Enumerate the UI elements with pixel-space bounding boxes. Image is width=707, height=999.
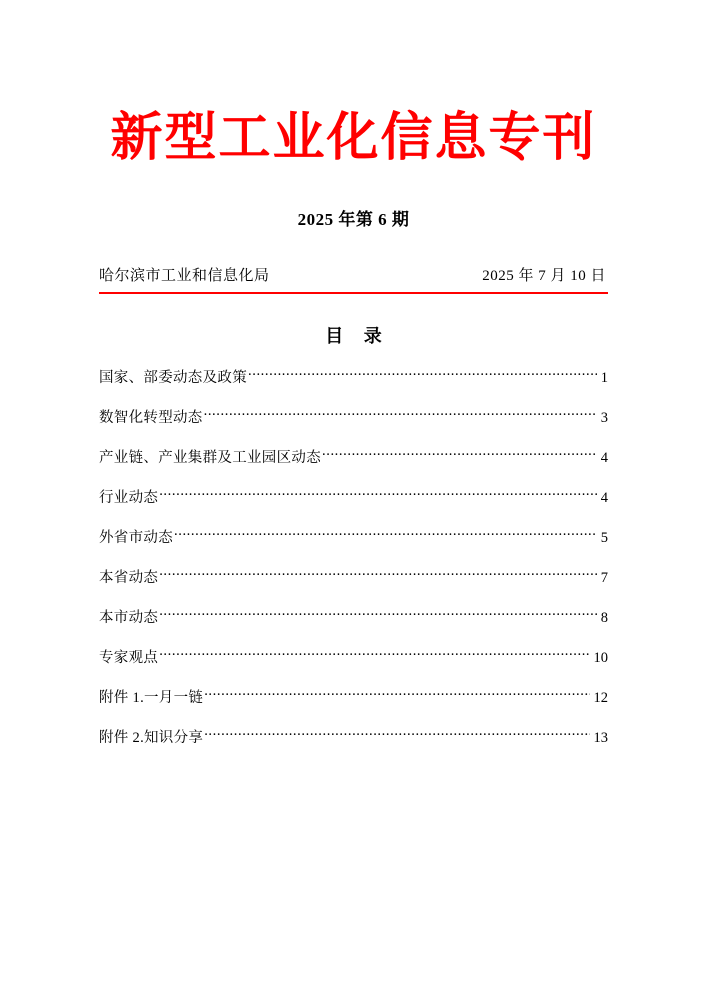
toc-entry-page: 3 xyxy=(600,409,608,426)
toc-leader-dots xyxy=(159,487,597,502)
toc-entry[interactable] xyxy=(99,446,608,467)
toc-entry-label: 国家、部委动态及政策 xyxy=(99,369,247,386)
toc-entry-label: 数智化转型动态 xyxy=(99,409,203,426)
toc-entry-label: 行业动态 xyxy=(99,489,159,506)
toc-leader-dots xyxy=(248,367,597,382)
toc-leader-dots xyxy=(204,407,597,422)
toc-entry-page: 4 xyxy=(600,449,608,466)
toc-entry[interactable] xyxy=(99,686,608,707)
toc-entry-label: 本市动态 xyxy=(99,609,159,626)
toc-entry-page: 4 xyxy=(600,489,608,506)
toc-entry-page: 7 xyxy=(600,569,608,586)
toc-entry[interactable] xyxy=(99,366,608,387)
toc-entry-page: 8 xyxy=(600,609,608,626)
toc-entry-label: 外省市动态 xyxy=(99,529,173,546)
toc-leader-dots xyxy=(159,607,597,622)
toc-entry-label: 本省动态 xyxy=(99,569,159,586)
table-of-contents xyxy=(99,366,608,747)
toc-leader-dots xyxy=(204,727,589,742)
toc-entry-page: 13 xyxy=(593,729,608,746)
toc-entry-label: 附件 1.一月一链 xyxy=(99,689,204,706)
toc-entry[interactable] xyxy=(99,646,608,667)
publication-date: 2025 年 7 月 10 日 xyxy=(482,267,606,284)
toc-entry[interactable] xyxy=(99,526,608,547)
toc-entry[interactable] xyxy=(99,406,608,427)
toc-entry-label: 附件 2.知识分享 xyxy=(99,729,204,746)
toc-leader-dots xyxy=(159,647,589,662)
publisher-name: 哈尔滨市工业和信息化局 xyxy=(99,267,270,284)
issue-number: 2025 年第 6 期 xyxy=(297,209,410,229)
red-divider-rule xyxy=(99,292,608,294)
toc-entry-label: 产业链、产业集群及工业园区动态 xyxy=(99,449,321,466)
masthead-title: 新型工业化信息专刊 xyxy=(110,110,597,167)
toc-entry-page: 12 xyxy=(593,689,608,706)
toc-entry[interactable] xyxy=(99,486,608,507)
toc-leader-dots xyxy=(159,567,597,582)
toc-entry-page: 5 xyxy=(600,529,608,546)
toc-leader-dots xyxy=(204,687,589,702)
toc-entry[interactable] xyxy=(99,566,608,587)
toc-entry-page: 1 xyxy=(600,369,608,386)
toc-entry[interactable] xyxy=(99,726,608,747)
toc-entry-label: 专家观点 xyxy=(99,649,159,666)
publisher-date-row xyxy=(99,264,608,291)
toc-entry-page: 10 xyxy=(593,649,608,666)
toc-leader-dots xyxy=(174,527,597,542)
toc-entry[interactable] xyxy=(99,606,608,627)
toc-heading: 目 录 xyxy=(325,325,390,346)
toc-leader-dots xyxy=(322,447,597,462)
